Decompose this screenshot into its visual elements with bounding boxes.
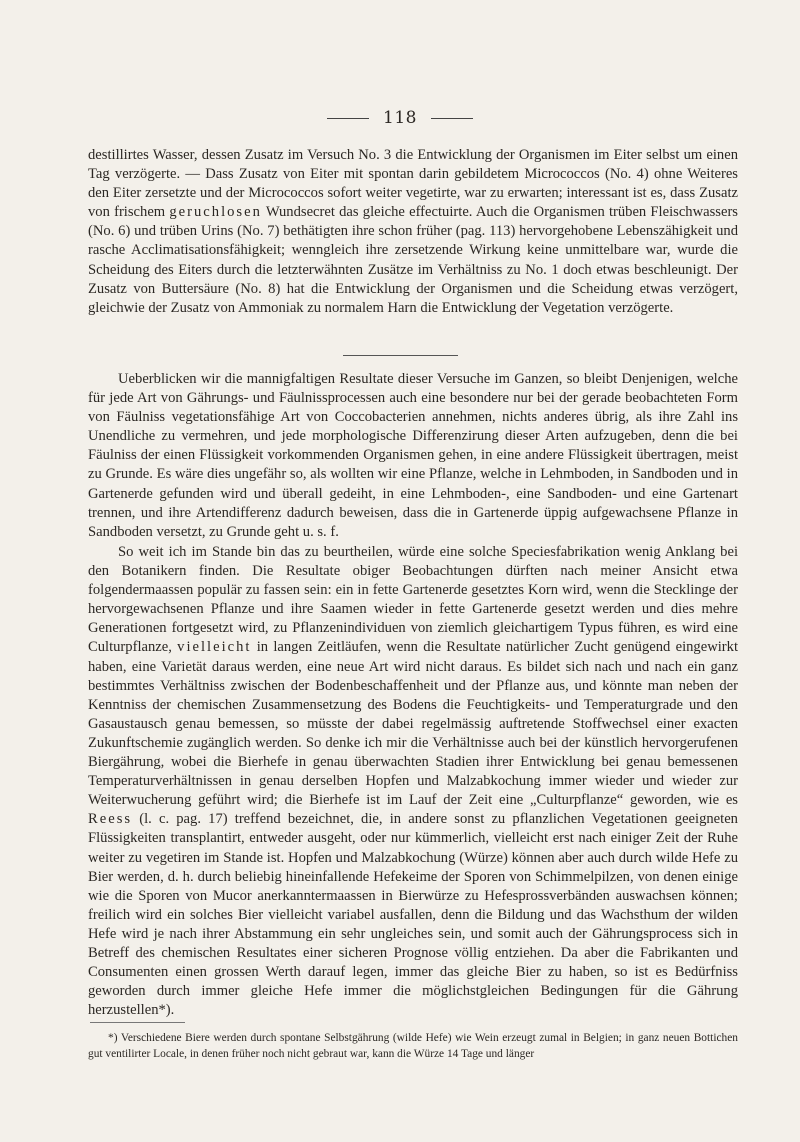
section-divider <box>343 355 458 356</box>
emphasized-word: vielleicht <box>177 639 252 656</box>
paragraph-continuation <box>88 146 738 318</box>
footnote: *) Verschiedene Biere werden durch spontane Selbstgährung (wilde Hefe) wie Wein erzeugt zumal in Belgien; in ganz neuen Bottichen gut ventilirter Locale, in denen früher noch nicht gebraut war, kann die Würze 14 Tage und länger <box>88 1032 738 1060</box>
paragraph-text: So weit ich im Stande bin das zu beurtheilen, würde eine solche Speciesfabrikation wenig Anklang bei den Botanikern finden. Die Resultate obiger Beobachtungen dürften nach meiner Ansicht etwa folgendermaassen populär zu fassen sein: ein in fette Gartenerde gesetztes Korn wird, wenn die Stecklinge der hervorgewachsenen Pflanze und ihre Saamen wieder in fette Gartenerde gesetzt werden und dies mehre Generationen fortgesetzt wird, zu Pflanzenindividuen von ziemlich gleichartigem Typus führen, es wird eine Culturpflanze, <box>88 544 738 656</box>
paragraph-text: Ueberblicken wir die mannigfaltigen Resultate dieser Versuche im Ganzen, so bleibt Denjenigen, welche für jede Art von Gährungs- und Fäulnissprocessen auch eine besondere nur bei der gerade beobachteten Form von Fäulniss vegetationsfähige Art von Coccobacterien annehmen, nichts anderes übrig, als ihre Zahl ins Unendliche zu vermehren, und jede morphologische Differenzirung dieser Arten aufzugeben, denn die bei Fäulniss der einen Flüssigkeit vorkommenden Organismen gehen, in eine andere Flüssigkeit übertragen, meist zu Grunde. Es wäre dies ungefähr so, als wollten wir eine Pflanze, welche in Lehmboden, in Sandboden und in Gartenerde gefunden wird und überall gedeiht, in eine Lehmboden-, eine Sandboden- und eine Gartenart trennen, und ihre Artendifferenz dadurch beweisen, dass die in Gartenerde üppig aufgewachsene Pflanze in Sandboden versetzt, zu Grunde geht u. s. f. <box>88 371 738 540</box>
author-name: Reess <box>88 811 133 828</box>
paragraph-text: Wundsecret das gleiche effectuirte. Auch die Organismen trüben Fleischwassers (No. 6) und trüben Urins (No. 7) bethätigten ihre schon früher (pag. 113) hervorgehobene Lebenszähigkeit und rasche Acclimatisationsfähigkeit; wenngleich ihre zersetzende Wirkung keine unmittelbare war, wurde die Scheidung des Eiters durch die letzterwähnten Zusätze im Verhältniss zu No. 1 doch etwas beschleunigt. Der Zusatz von Buttersäure (No. 8) hat die Entwicklung der Organismen und die Scheidung etwas verzögert, gleichwie der Zusatz von Ammoniak zu normalem Harn die Entwicklung der Vegetation verzögerte. <box>88 204 738 316</box>
paragraph-overview <box>88 370 738 542</box>
paragraph-text: destillirtes Wasser, dessen Zusatz im Versuch No. 3 die Entwicklung der Organismen im Eiter selbst um einen Tag verzögerte. — Dass Zusatz von Eiter mit spontan darin gebildetem Micrococcos (No. 4) ohne Weiteres den Eiter zersetzte und der Micrococcos sofort weiter vegetirte, war zu erwarten; interessant ist es, dass Zusatz von frischem <box>88 147 738 221</box>
paragraph-species <box>88 543 738 1020</box>
paragraph-text: in langen Zeitläufen, wenn die Resultate natürlicher Zucht genügend eingewirkt haben, eine Varietät daraus werden, eine neue Art wird nicht daraus. Es bildet sich nach und nach ein ganz bestimmtes Verhältniss zwischen der Bodenbeschaffenheit und der Pflanze aus, und könnte man neben der Kenntniss der chemischen Zusammensetzung des Bodens die Feuchtigkeits- und Temperaturgrade und den Gasaustausch genau bemessen, so müsste der dabei regelmässig auftretende Stoffwechsel einer exacten Zukunftschemie zugänglich werden. So denke ich mir die Verhältnisse auch bei der künstlich hervorgerufenen Biergährung, wobei die Bierhefe in genau überwachten Stadien ihrer Entwicklung bei genau bemessenen Temperaturverhältnissen in genau derselben Hopfen und Malzabkochung immer wieder und wieder zur Weiterwucherung geführt wird; die Bierhefe ist im Lauf der Zeit eine „Culturpflanze“ geworden, wie es <box>88 639 739 809</box>
header-rule-left <box>327 118 369 119</box>
page-header <box>0 108 800 128</box>
paragraph-text: (l. c. pag. 17) treffend bezeichnet, die, in andere sonst zu pflanzlichen Vegetationen geeigneten Flüssigkeiten transplantirt, entweder ausgeht, oder nur kümmerlich, vielleicht erst nach einiger Zeit der Ruhe weiter zu vegetiren im Stande ist. Hopfen und Malzabkochung (Würze) können aber auch durch wilde Hefe zu Bier werden, d. h. durch beliebig hineinfallende Hefekeime der Sporen von Schimmelpilzen, von denen einige wie die Sporen von Mucor anerkanntermaassen in Bierwürze zu Hefesprossverbänden auswachsen können; freilich wird ein solches Bier vielleicht variabel ausfallen, denn die Bildung und das Wachsthum der wilden Hefe wird je nach ihrer Abstammung ein sehr ungleiches sein, und somit auch der Gährungsprocess sich in Betreff des chemischen Resultates einer sicheren Prognose völlig entziehen. Da aber die Fabrikanten und Consumenten einen grossen Werth darauf legen, immer das gleiche Bier zu haben, so ist es Bedürfniss geworden durch immer gleiche Hefe immer die möglichstgleichen Bedingungen für die Gährung herzustellen*). <box>88 811 738 1019</box>
page-number: 118 <box>383 108 417 128</box>
footnote-rule <box>90 1022 185 1023</box>
header-rule-right <box>431 118 473 119</box>
emphasized-word: geruchlosen <box>169 204 262 221</box>
